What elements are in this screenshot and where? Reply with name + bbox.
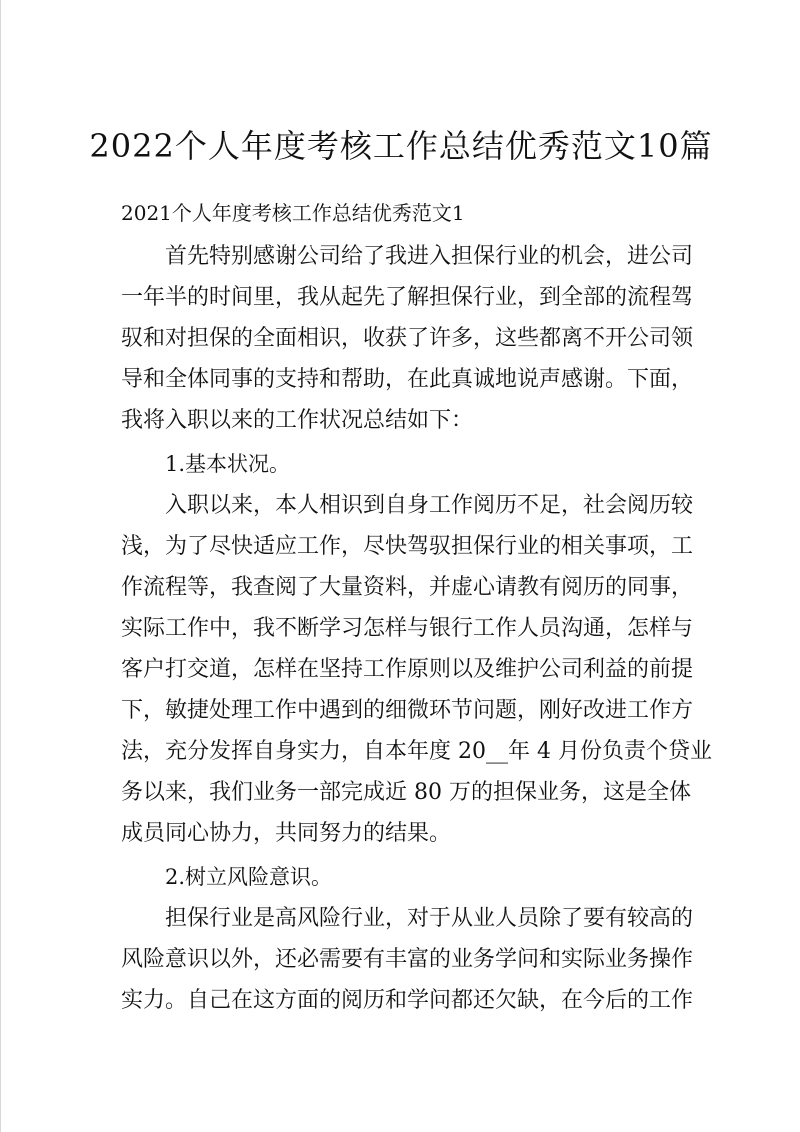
section-heading-basic-status: 1.基本状况。 — [165, 452, 291, 476]
paragraph-line: 成员同心协力，共同努力的结果。 — [121, 821, 452, 846]
paragraph-line: 一年半的时间里，我从起先了解担保行业，到全部的流程驾 — [121, 285, 694, 310]
paragraph-line: 风险意识以外，还必需要有丰富的业务学问和实际业务操作 — [121, 947, 694, 972]
paragraph-line: 导和全体同事的支持和帮助，在此真诚地说声感谢。下面， — [121, 367, 694, 392]
paragraph-line: 浅，为了尽快适应工作，尽快驾驭担保行业的相关事项，工 — [121, 534, 694, 559]
document-title: 2022个人年度考核工作总结优秀范文10篇 — [89, 127, 713, 165]
paragraph-line: 务以来，我们业务一部完成近 80 万的担保业务，这是全体 — [121, 780, 691, 805]
paragraph-line: 入职以来，本人相识到自身工作阅历不足，社会阅历较 — [165, 493, 694, 518]
paragraph-line: 下，敏捷处理工作中遇到的细微环节问题，刚好改进工作方 — [121, 698, 694, 723]
paragraph-line: 我将入职以来的工作状况总结如下： — [121, 408, 474, 433]
paragraph-line: 担保行业是高风险行业，对于从业人员除了要有较高的 — [165, 906, 694, 931]
paragraph-line: 作流程等，我查阅了大量资料，并虚心请教有阅历的同事， — [121, 575, 694, 600]
paragraph-line: 实力。自己在这方面的阅历和学问都还欠缺，在今后的工作 — [121, 988, 694, 1013]
section-subtitle: 2021个人年度考核工作总结优秀范文1 — [121, 201, 465, 225]
section-heading-risk-awareness: 2.树立风险意识。 — [165, 865, 333, 889]
paragraph-line: 首先特别感谢公司给了我进入担保行业的机会，进公司 — [165, 244, 694, 269]
paragraph-line: 实际工作中，我不断学习怎样与银行工作人员沟通，怎样与 — [121, 616, 694, 641]
paragraph-line: 法，充分发挥自身实力，自本年度 20__年 4 月份负责个贷业 — [121, 739, 712, 764]
paragraph-line: 驭和对担保的全面相识，收获了许多，这些都离不开公司领 — [121, 326, 694, 351]
paragraph-line: 客户打交道，怎样在坚持工作原则以及维护公司利益的前提 — [121, 657, 694, 682]
